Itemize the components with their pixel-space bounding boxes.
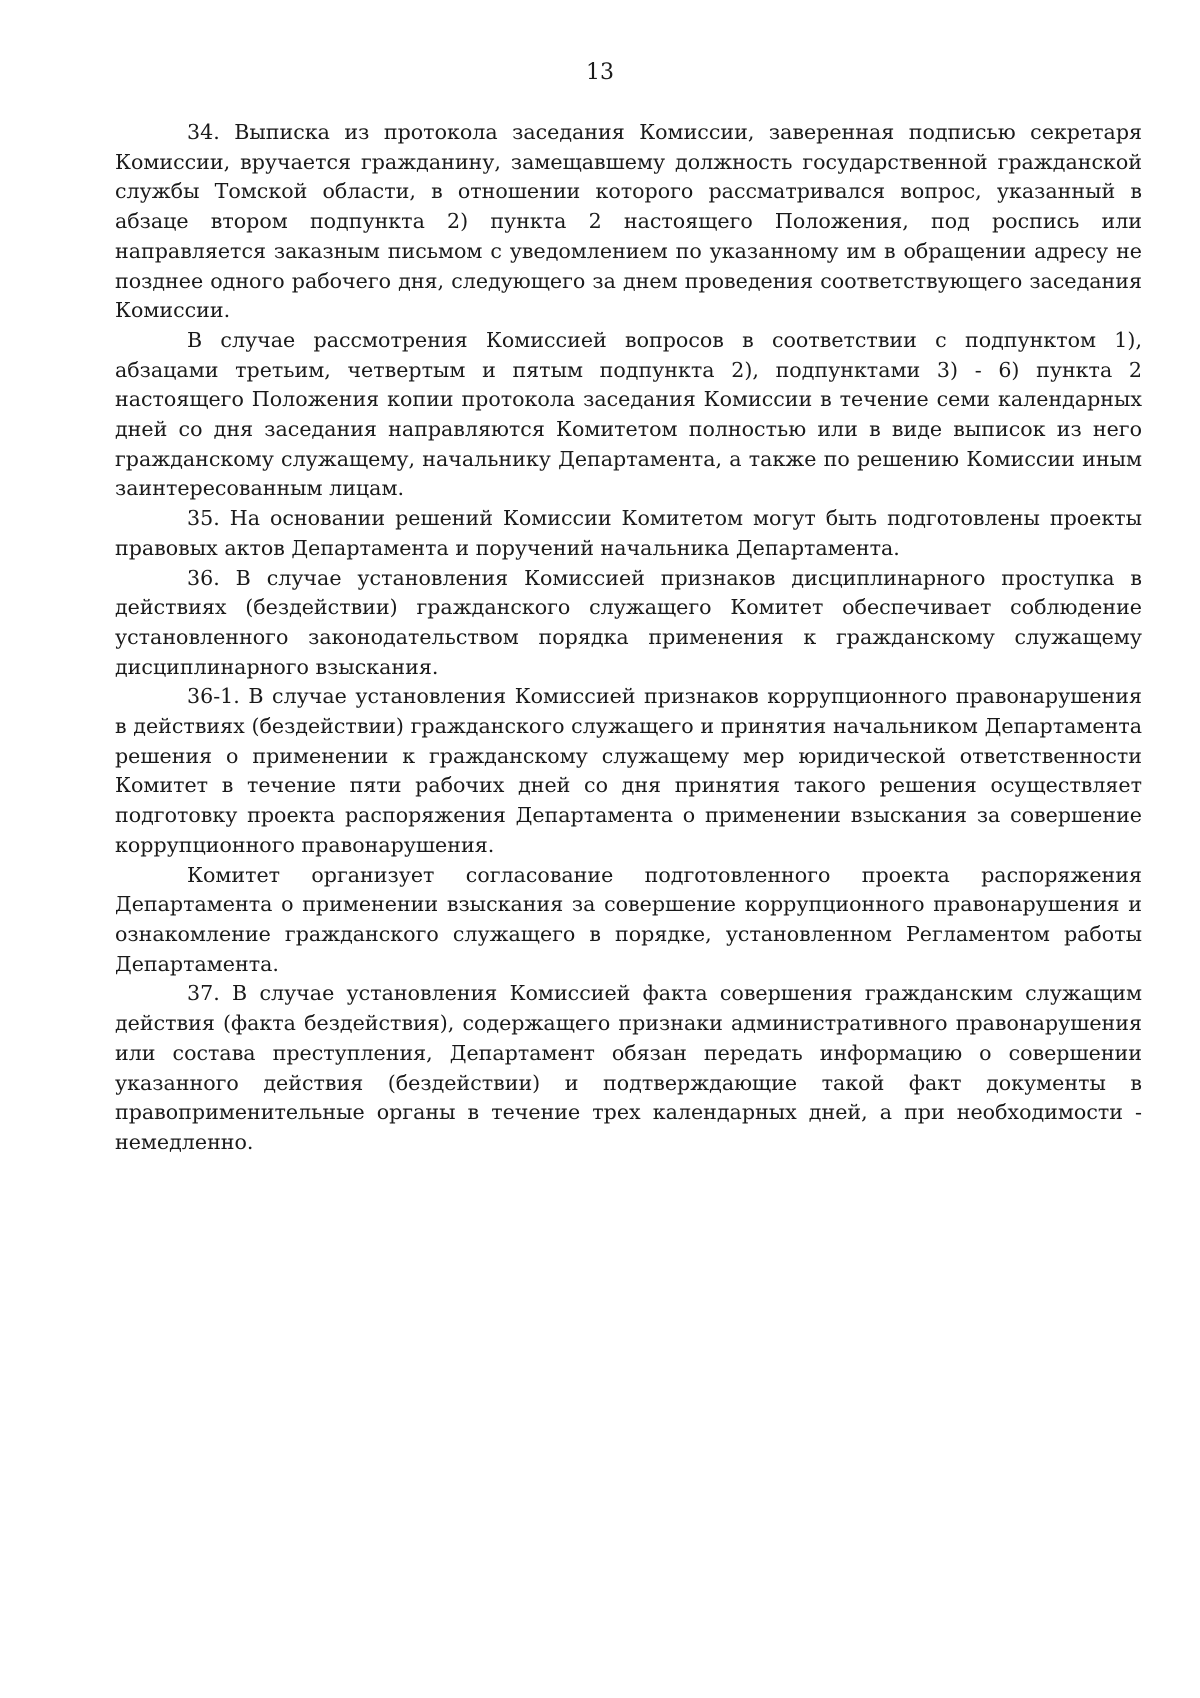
page-number: 13 [586,60,614,85]
paragraph-36-1-continuation: Комитет организует согласование подготовленного проекта распоряжения Департамента о применении взыскания за совершение коррупционного правонарушения и ознакомление гражданского служащего в порядке, установленном Регламентом работы Департамента. [115,862,1142,976]
paragraph-35: 35. На основании решений Комиссии Комитетом могут быть подготовлены проекты правовых актов Департамента и поручений начальника Департамента. [115,506,1142,560]
paragraph-36: 36. В случае установления Комиссией признаков дисциплинарного проступка в действиях (бездействии) гражданского служащего Комитет обеспечивает соблюдение установленного законодательством порядка применения к гражданскому служащему дисциплинарного взыскания. [115,565,1142,679]
document-body [115,118,1142,1158]
paragraph-34-continuation: В случае рассмотрения Комиссией вопросов в соответствии с подпунктом 1), абзацами третьим, четвертым и пятым подпункта 2), подпунктами 3) - 6) пункта 2 настоящего Положения копии протокола заседания Комиссии в течение семи календарных дней со дня заседания направляются Комитетом полностью или в виде выписок из него гражданскому служащему, начальнику Департамента, а также по решению Комиссии иным заинтересованным лицам. [115,327,1142,501]
paragraph-34: 34. Выписка из протокола заседания Комиссии, заверенная подписью секретаря Комиссии, вручается гражданину, замещавшему должность государственной гражданской службы Томской области, в отношении которого рассматривался вопрос, указанный в абзаце втором подпункта 2) пункта 2 настоящего Положения, под роспись или направляется заказным письмом с уведомлением по указанному им в обращении адресу не позднее одного рабочего дня, следующего за днем проведения соответствующего заседания Комиссии. [115,120,1142,323]
paragraph-37: 37. В случае установления Комиссией факта совершения гражданским служащим действия (факта бездействия), содержащего признаки административного правонарушения или состава преступления, Департамент обязан передать информацию о совершении указанного действия (бездействии) и подтверждающие такой факт документы в правоприменительные органы в течение трех календарных дней, а при необходимости - немедленно. [115,981,1142,1154]
paragraph-36-1: 36-1. В случае установления Комиссией признаков коррупционного правонарушения в действиях (бездействии) гражданского служащего и принятия начальником Департамента решения о применении к гражданскому служащему мер юридической ответственности Комитет в течение пяти рабочих дней со дня принятия такого решения осуществляет подготовку проекта распоряжения Департамента о применении взыскания за совершение коррупционного правонарушения. [115,684,1142,857]
